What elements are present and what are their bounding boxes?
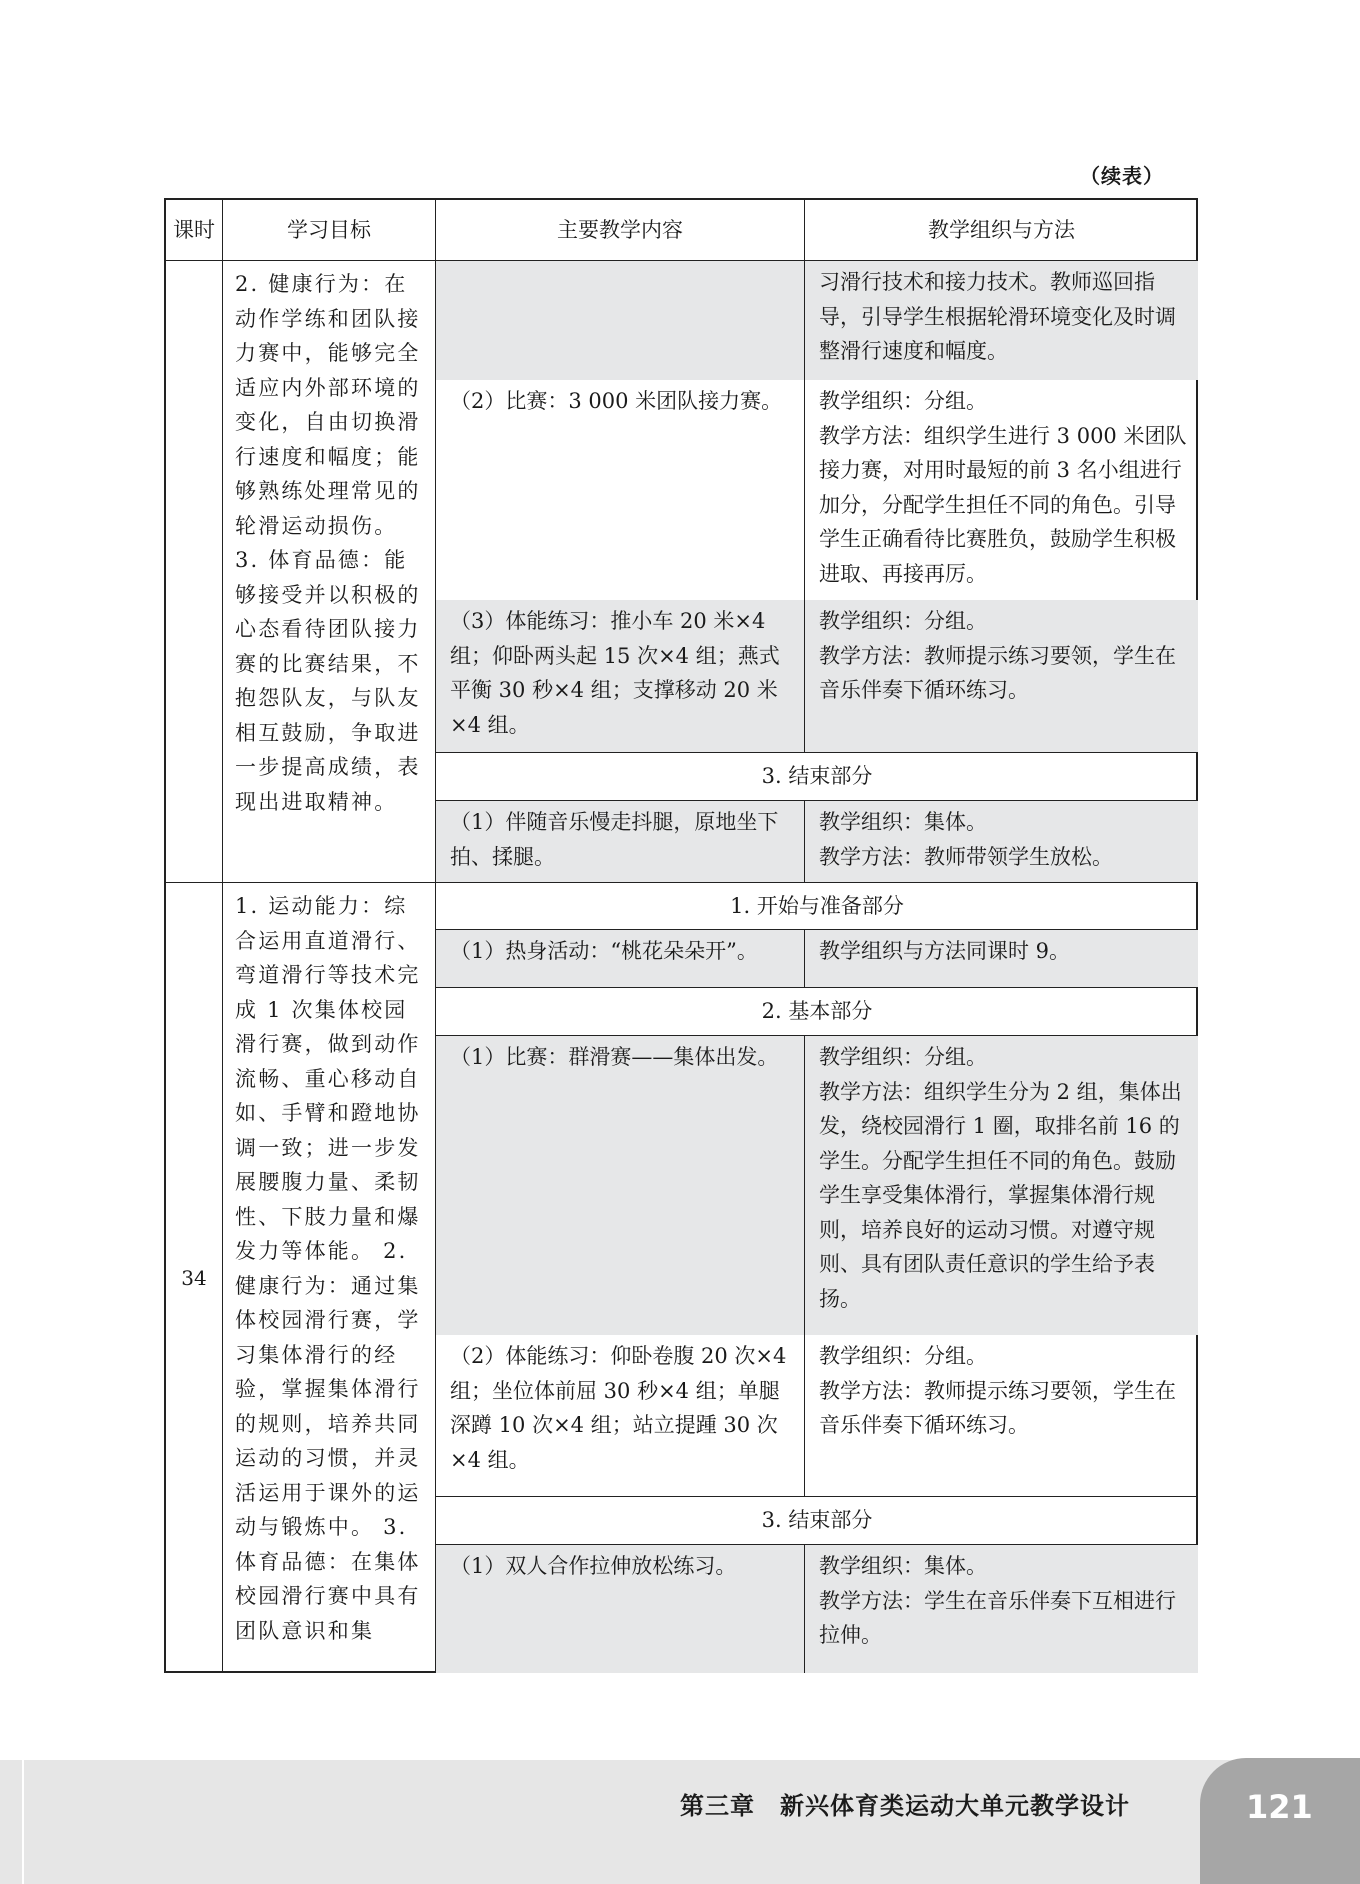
objectives-cell: 1. 运动能力：综合运用直道滑行、弯道滑行等技术完成 1 次集体校园滑行赛，做到动作流畅、重心移动自如、手臂和蹬地协调一致；进一步发展腰腹力量、柔韧性、下肢力量和爆发力等体能。 2. 健康行为：通过集体校园滑行赛，学习集体滑行的经验，掌握集体滑行的规则，培养共同运动的习惯，并灵活运用于课外的运动与锻炼中。 3. 体育品德：在集体校园滑行赛中具有团队意识和集	[222, 882, 435, 1673]
content-cell: （2）比赛：3 000 米团队接力赛。	[435, 380, 804, 600]
section-header-basic: 2. 基本部分	[435, 987, 1198, 1035]
continued-table-label: （续表）	[1080, 164, 1164, 188]
section-header-end: 3. 结束部分	[435, 752, 1198, 800]
objectives-cell: 2. 健康行为：在动作学练和团队接力赛中，能够完全适应内外部环境的变化，自由切换滑行速度和幅度；能够熟练处理常见的轮滑运动损伤。 3. 体育品德：能够接受并以积极的心态看待团队接力赛的比赛结果，不抱怨队友，与队友相互鼓励，争取进一步提高成绩，表现出进取精神。	[222, 260, 435, 882]
content-cell: （1）伴随音乐慢走抖腿，原地坐下拍、揉腿。	[435, 800, 804, 882]
content-cell: （3）体能练习：推小车 20 米×4 组；仰卧两头起 15 次×4 组；燕式平衡 30 秒×4 组；支撑移动 20 米×4 组。	[435, 600, 804, 752]
page-number-tab	[1200, 1758, 1360, 1884]
lesson-number-cell	[166, 260, 222, 882]
content-cell: （1）比赛：群滑赛——集体出发。	[435, 1035, 804, 1335]
chapter-title: 第三章 新兴体育类运动大单元教学设计	[680, 1792, 1130, 1820]
header-method: 教学组织与方法	[804, 200, 1198, 260]
content-cell: （1）热身活动：“桃花朵朵开”。	[435, 929, 804, 987]
content-cell	[435, 260, 804, 380]
section-header-start: 1. 开始与准备部分	[435, 882, 1198, 929]
content-cell: （1）双人合作拉伸放松练习。	[435, 1544, 804, 1673]
method-cell: 教学组织：集体。 教学方法：学生在音乐伴奏下互相进行拉伸。	[804, 1544, 1198, 1673]
footer-stripe	[22, 1760, 24, 1884]
method-cell: 教学组织：分组。 教学方法：组织学生分为 2 组，集体出发，绕校园滑行 1 圈，取排名前 16 的学生。分配学生担任不同的角色。鼓励学生享受集体滑行，掌握集体滑行规则，培养良好的运动习惯。对遵守规则、具有团队责任意识的学生给予表扬。	[804, 1035, 1198, 1335]
method-cell: 教学组织：集体。 教学方法：教师带领学生放松。	[804, 800, 1198, 882]
header-objectives: 学习目标	[222, 200, 435, 260]
header-lesson: 课时	[173, 217, 215, 242]
lesson-number-cell: 34	[166, 882, 222, 1673]
method-cell: 教学组织：分组。 教学方法：教师提示练习要领，学生在音乐伴奏下循环练习。	[804, 600, 1198, 752]
content-cell: （2）体能练习：仰卧卷腹 20 次×4 组；坐位体前屈 30 秒×4 组；单腿深蹲 10 次×4 组；站立提踵 30 次×4 组。	[435, 1335, 804, 1496]
method-cell: 教学组织：分组。 教学方法：组织学生进行 3 000 米团队接力赛，对用时最短的前 3 名小组进行加分，分配学生担任不同的角色。引导学生正确看待比赛胜负，鼓励学生积极进取、再接再厉。	[804, 380, 1198, 600]
method-cell: 习滑行技术和接力技术。教师巡回指导，引导学生根据轮滑环境变化及时调整滑行速度和幅度。	[804, 260, 1198, 380]
page-footer	[0, 1760, 1360, 1884]
method-cell: 教学组织与方法同课时 9。	[804, 929, 1198, 987]
lesson-plan-table	[164, 198, 1198, 1673]
section-header-end: 3. 结束部分	[435, 1496, 1198, 1544]
header-content: 主要教学内容	[435, 200, 804, 260]
page-number: 121	[1246, 1788, 1313, 1826]
method-cell: 教学组织：分组。 教学方法：教师提示练习要领，学生在音乐伴奏下循环练习。	[804, 1335, 1198, 1496]
